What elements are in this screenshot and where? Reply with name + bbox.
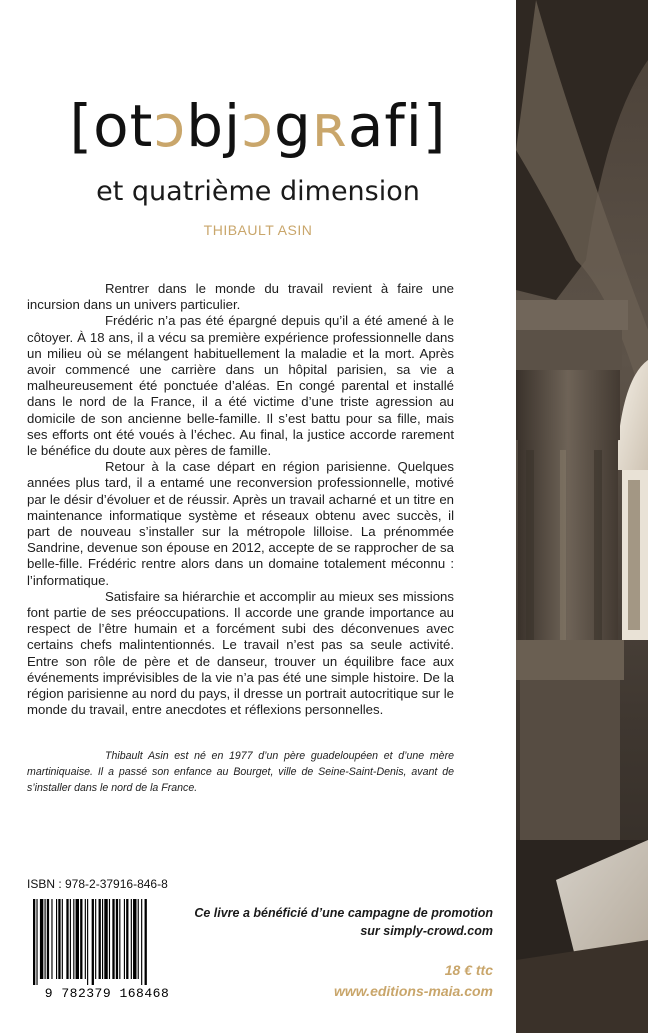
barcode-bar	[126, 899, 128, 979]
barcode-bar	[124, 899, 125, 979]
author-name: THIBAULT ASIN	[203, 222, 313, 238]
barcode-bar	[45, 899, 46, 979]
barcode-bar	[56, 899, 57, 979]
blurb-paragraph: Frédéric n’a pas été épargné depuis qu’il a été amené à le côtoyer. À 18 ans, il a vécu sa première expérience professionnelle dans un milieu où se mélangent habituellement la maladie et la mort. Après avoir commencé une carrière dans un hôpital parisien, sa vie a malheureusement été ponctuée d’aléas. En congé parental et installé dans le nord de la France, il a été victime d’une triste agression au domicile de son ancienne belle-famille. Il s’est battu pour sa fille, mais ses efforts ont été voués à l’échec. Au final, la justice accorde rarement le bénéfice du doute aux pères de famille.	[27, 313, 454, 459]
blurb-paragraph: Satisfaire sa hiérarchie et accomplir au mieux ses missions font partie de ses préoccupations. Il accorde une grande importance au respect de l’être humain et a forcément subi des déconvenues avec certains chefs malintentionnés. Le travail n’est pas sa seule activité. Entre son rôle de père et de danseur, trouver un équilibre face aux événements imprévisibles de la vie n’a pas été une simple histoire. De la région parisienne au nord du pays, il dresse un portrait autocritique sur le monde du travail, entre anecdotes et réflexions personnelles.	[27, 588, 454, 718]
barcode-bar	[58, 899, 60, 979]
barcode-bar	[33, 899, 35, 985]
cover-photo-strip	[516, 0, 648, 1033]
barcode-bar	[102, 899, 103, 979]
barcode-bar	[99, 899, 101, 979]
back-cover-blurb	[27, 281, 454, 718]
barcode-bar	[133, 899, 136, 979]
book-title: [otɔbjɔgʀafi]	[69, 92, 447, 160]
price-label: 18 € ttc	[444, 962, 493, 978]
barcode-bar	[73, 899, 74, 979]
stone-arches-image	[516, 0, 648, 1033]
barcode-bar	[62, 899, 63, 979]
barcode-bar	[92, 899, 94, 985]
barcode-bar	[66, 899, 68, 979]
barcode-bar	[109, 899, 110, 979]
barcode-graphic	[27, 897, 187, 1001]
barcode-bar	[138, 899, 139, 979]
blurb-paragraph: Rentrer dans le monde du travail revient à faire une incursion dans un univers particulier.	[27, 281, 454, 313]
publisher-website: www.editions-maia.com	[334, 983, 493, 999]
isbn-label: ISBN : 978-2-37916-846-8	[27, 877, 168, 891]
promotion-line: sur simply-crowd.com	[360, 924, 493, 938]
barcode-bar	[104, 899, 107, 979]
author-bio: Thibault Asin est né en 1977 d’un père guadeloupéen et d’une mère martiniquaise. Il a passé son enfance au Bourget, ville de Seine-Saint-Denis, avant de s’installer dans le nord de la France.	[27, 750, 454, 794]
barcode-bar	[141, 899, 142, 985]
promotion-note	[183, 904, 493, 940]
book-subtitle: et quatrième dimension	[96, 176, 420, 207]
barcode-number: 9 782379 168468	[44, 986, 170, 1001]
barcode-bar	[112, 899, 114, 979]
promotion-line: Ce livre a bénéficié d’une campagne de promotion	[194, 906, 493, 920]
barcode-bar	[119, 899, 120, 979]
barcode-bar	[40, 899, 43, 979]
barcode-bar	[145, 899, 147, 985]
barcode	[27, 897, 187, 1001]
barcode-bar	[95, 899, 96, 979]
barcode-bar	[70, 899, 71, 979]
barcode-bar	[80, 899, 82, 979]
barcode-bar	[87, 899, 88, 985]
barcode-bar	[36, 899, 37, 985]
barcode-bar	[76, 899, 79, 979]
barcode-bar	[47, 899, 49, 979]
barcode-bar	[131, 899, 132, 979]
barcode-bar	[51, 899, 52, 979]
barcode-bar	[85, 899, 86, 979]
barcode-bar	[116, 899, 118, 979]
blurb-paragraph: Retour à la case départ en région parisienne. Quelques années plus tard, il a entamé une reconversion professionnelle, motivé par le désir d’évoluer et de réussir. Après un travail acharné et un titre en maintenance informatique système et réseaux obtenu avec succès, il part de nouveau s’installer sur la métropole lilloise. La prénommée Sandrine, devenue son épouse en 2012, accepte de se rapprocher de sa belle-fille. Frédéric rentre alors dans un domaine totalement méconnu : l’informatique.	[27, 459, 454, 588]
